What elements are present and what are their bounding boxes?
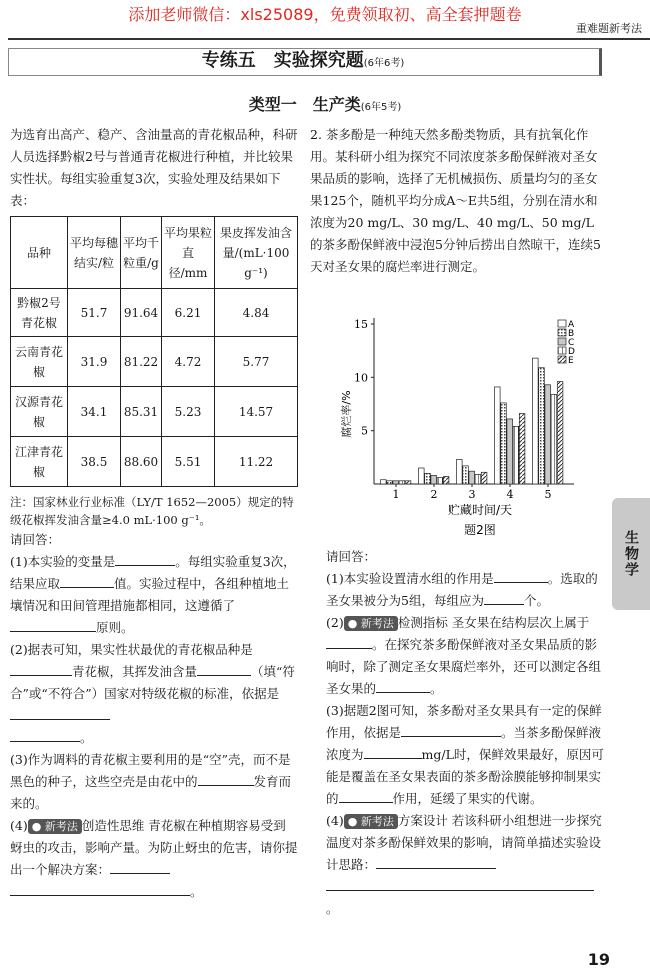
cell: 81.22 [121, 337, 162, 387]
text: 。当茶多酚保鲜液浓度为 [326, 725, 602, 762]
text: (4) [326, 813, 344, 828]
cell: 6.21 [162, 289, 215, 337]
legend-label-B: B [568, 329, 575, 339]
x-tick-label: 2 [430, 488, 438, 501]
q1-note: 注：国家林业行业标准（LY/T 1652—2005）规定的特级花椒挥发油含量≥4.0 mL·100 g⁻¹。 [10, 495, 294, 527]
cell: 5.23 [162, 387, 215, 437]
th-variety: 品种 [11, 217, 68, 289]
text: 发育而来的。 [10, 774, 292, 811]
answer-blank[interactable] [10, 727, 80, 742]
answer-blank[interactable] [326, 634, 372, 649]
text: 个。 [523, 593, 549, 608]
q2-part2 [326, 612, 606, 700]
bar-D [513, 426, 519, 484]
table-row [11, 289, 298, 337]
legend-label-D: D [568, 347, 575, 357]
answer-blank[interactable] [484, 590, 524, 605]
text: (2) [326, 615, 344, 630]
header-rule [8, 38, 650, 40]
text: 青花椒，其挥发油含量 [72, 664, 198, 679]
x-axis-label: 贮藏时间/天 [447, 503, 513, 517]
legend-swatch-D [558, 347, 566, 354]
tag-label: 新考法 [360, 617, 394, 630]
answer-blank[interactable] [326, 876, 594, 891]
bar-B [387, 481, 393, 484]
cell: 汉源青花椒 [11, 387, 68, 437]
answer-blank[interactable] [494, 568, 548, 583]
answer-blank[interactable] [115, 551, 175, 566]
text: 。在探究茶多酚保鲜液对圣女果品质的影响时，除了测定圣女果腐烂率外，还可以测定各组圣女果的 [326, 637, 602, 696]
cell: 85.31 [121, 387, 162, 437]
rot-rate-chart [330, 308, 595, 540]
legend-label-C: C [568, 338, 575, 348]
question-1 [10, 124, 298, 903]
text: (4) [10, 818, 28, 833]
new-method-tag: ● 新考法 [344, 814, 398, 829]
type-title-note: (6年5考) [360, 102, 402, 113]
cell: 5.51 [162, 437, 215, 487]
cell: 4.84 [215, 289, 298, 337]
tag-label: 新考法 [360, 815, 394, 828]
cell: 88.60 [121, 437, 162, 487]
x-tick-label: 5 [544, 488, 552, 501]
th-diameter: 平均果粒直径/mm [162, 217, 215, 289]
table-row [11, 437, 298, 487]
text: (1)本实验设置清水组的作用是 [326, 571, 494, 586]
bar-A [419, 468, 425, 484]
text: 检测指标 圣女果在结构层次上属于 [397, 615, 590, 630]
cell: 91.64 [121, 289, 162, 337]
bar-D [551, 394, 557, 484]
type-title [0, 92, 650, 115]
cell: 14.57 [215, 387, 298, 437]
answer-blank[interactable] [10, 881, 190, 896]
cell: 4.72 [162, 337, 215, 387]
th-grains: 平均每穗结实/粒 [68, 217, 121, 289]
cell: 黔椒2号青花椒 [11, 289, 68, 337]
cell: 34.1 [68, 387, 121, 437]
q1-ask: 请回答： [10, 532, 61, 547]
cell: 38.5 [68, 437, 121, 487]
question-2 [310, 124, 602, 278]
text: (2)据表可知，果实性状最优的青花椒品种是 [10, 642, 253, 657]
tag-label: 新考法 [44, 820, 78, 833]
cell: 云南青花椒 [11, 337, 68, 387]
q2-part1 [326, 568, 606, 612]
bar-C [469, 471, 475, 484]
q1-part2: (2)据表可知，果实性状最优的青花椒品种是青花椒，其挥发油含量 （填“符合”或“不符合”）国家对特级花椒的标准，依据是 。 [10, 642, 295, 745]
text: 原则。 [96, 620, 134, 635]
th-weight: 平均千粒重/g [121, 217, 162, 289]
bar-E [443, 477, 449, 484]
legend-swatch-A [558, 320, 566, 327]
text: 值。实验过程中，各组种植地土壤情况和田间管理措施都相同，这遵循了 [10, 576, 290, 613]
legend-label-E: E [568, 356, 574, 366]
q2-intro: 2. 茶多酚是一种纯天然多酚类物质，具有抗氧化作用。某科研小组为探究不同浓度茶多酚保鲜液对圣女果品质的影响，选择了无机械损伤、质量均匀的圣女果125个，随机平均分成A～E共5组，分别在清水和浓度为20 mg/L、30 mg/L、40 mg/L、50 mg/L的茶多酚保鲜液中浸泡5分钟后捞出自然晾干，连续5天对圣女果的腐烂率进行测定。 [310, 127, 601, 274]
answer-blank[interactable] [376, 854, 496, 869]
table-header-row [11, 217, 298, 289]
text: (3)作为调料的青花椒主要利用的是“空”壳，而不是黑色的种子，这些空壳是由花中的 [10, 752, 291, 789]
text: 。选取的圣女果被分为5组，每组应为 [326, 571, 598, 608]
bar-B [425, 473, 431, 484]
bar-E [481, 472, 487, 484]
y-tick-label: 5 [361, 424, 368, 438]
bar-B [463, 466, 469, 484]
new-method-tag: ● 新考法 [28, 819, 82, 834]
y-tick-label: 10 [354, 371, 368, 385]
q1-part4: (4) ● 新考法 创造性思维 青花椒在种植期容易受到蚜虫的攻击，影响产量。为防止蚜虫的危害，请你提出一个解决方案： 。 [10, 818, 298, 899]
section-title-note: (6年6考) [363, 58, 405, 69]
q1-part3 [10, 749, 298, 815]
q2-ask: 请回答： [326, 549, 377, 564]
bar-E [557, 382, 563, 484]
bar-A [533, 358, 539, 484]
bar-B [501, 403, 507, 484]
th-oil: 果皮挥发油含量/(mL·100 g⁻¹) [215, 217, 298, 289]
answer-blank[interactable] [376, 678, 430, 693]
text: 。 [430, 681, 443, 696]
chart-title: 题2图 [464, 523, 496, 537]
bar-A [457, 459, 463, 484]
table-row [11, 337, 298, 387]
answer-blank[interactable] [110, 859, 170, 874]
legend-swatch-B [558, 329, 566, 336]
legend-swatch-E [558, 356, 566, 363]
text: （填“符合”或“不符合”）国家对特级花椒的标准，依据是 [10, 664, 295, 701]
answer-blank[interactable] [60, 573, 114, 588]
bar-E [519, 414, 525, 484]
bar-C [507, 419, 513, 484]
cell: 5.77 [215, 337, 298, 387]
cell: 江津青花椒 [11, 437, 68, 487]
legend-label-A: A [568, 320, 575, 330]
text: (1)本实验的变量是 [10, 554, 116, 569]
answer-blank[interactable] [364, 744, 422, 759]
text: (3)据题2图可知，茶多酚对圣女果具有一定的保鲜作用，依据是 [326, 703, 602, 740]
question-2-parts [326, 546, 606, 920]
subject-side-tab [612, 498, 650, 610]
y-axis-label: 腐烂率/% [340, 390, 353, 438]
x-tick-label: 1 [392, 488, 400, 501]
bar-D [399, 481, 405, 484]
text: 作用，延缓了果实的代谢。 [392, 791, 543, 806]
cell: 51.7 [68, 289, 121, 337]
answer-blank[interactable] [10, 705, 110, 720]
section-title-text: 专练五 实验探究题 [201, 50, 364, 71]
bar-C [431, 475, 437, 484]
text: 创造性思维 青花椒在种植期容易受到蚜虫的攻击，影响产量。为防止蚜虫的危害，请你提出一个解决方案： [10, 818, 298, 877]
bar-D [437, 478, 443, 484]
q1-part1 [10, 551, 298, 639]
bar-C [545, 385, 551, 484]
bar-E [405, 481, 411, 484]
table-row [11, 387, 298, 437]
answer-blank[interactable] [10, 661, 72, 676]
bar-D [475, 474, 481, 484]
new-method-tag: ● 新考法 [344, 616, 398, 631]
q2-part4: (4) ● 新考法 方案设计 若该科研小组想进一步探究温度对茶多酚保鲜效果的影响，请简单描述实验设计思路： 。 [326, 813, 602, 916]
section-title [8, 48, 598, 74]
answer-blank[interactable] [339, 788, 393, 803]
answer-blank[interactable] [10, 617, 96, 632]
q1-table [10, 216, 298, 487]
text: mg/L时，保鲜效果最好，原因可能是覆盖在圣女果表面的茶多酚涂膜能够抑制果实的 [326, 747, 604, 806]
bar-C [393, 481, 399, 484]
bar-A [495, 387, 501, 484]
y-tick-label: 15 [354, 318, 368, 331]
answer-blank[interactable] [197, 661, 251, 676]
x-tick-label: 4 [506, 488, 514, 501]
bar-A [381, 480, 387, 484]
page-number: 19 [587, 950, 610, 969]
x-tick-label: 3 [468, 488, 476, 501]
text: 方案设计 若该科研小组想进一步探究温度对茶多酚保鲜效果的影响，请简单描述实验设计思路： [326, 813, 602, 872]
side-tab-label: 生物学 [623, 530, 639, 578]
q2-part3 [326, 700, 606, 810]
answer-blank[interactable] [198, 771, 254, 786]
answer-blank[interactable] [401, 722, 501, 737]
legend-swatch-C [558, 338, 566, 345]
type-title-text: 类型一 生产类 [248, 95, 361, 114]
text: 。每组实验重复3次，结果应取 [10, 554, 296, 591]
header-series-title: 重难题新考法 [576, 22, 642, 35]
cell: 11.22 [215, 437, 298, 487]
q1-intro: 为选育出高产、稳产、含油量高的青花椒品种，科研人员选择黔椒2号与普通青花椒进行种植，并比较果实性状。每组实验重复3次，实验处理及结果如下表： [10, 127, 298, 208]
promo-banner: 添加老师微信：xls25089，免费领取初、高全套押题卷 [128, 5, 522, 24]
bar-B [539, 368, 545, 484]
cell: 31.9 [68, 337, 121, 387]
